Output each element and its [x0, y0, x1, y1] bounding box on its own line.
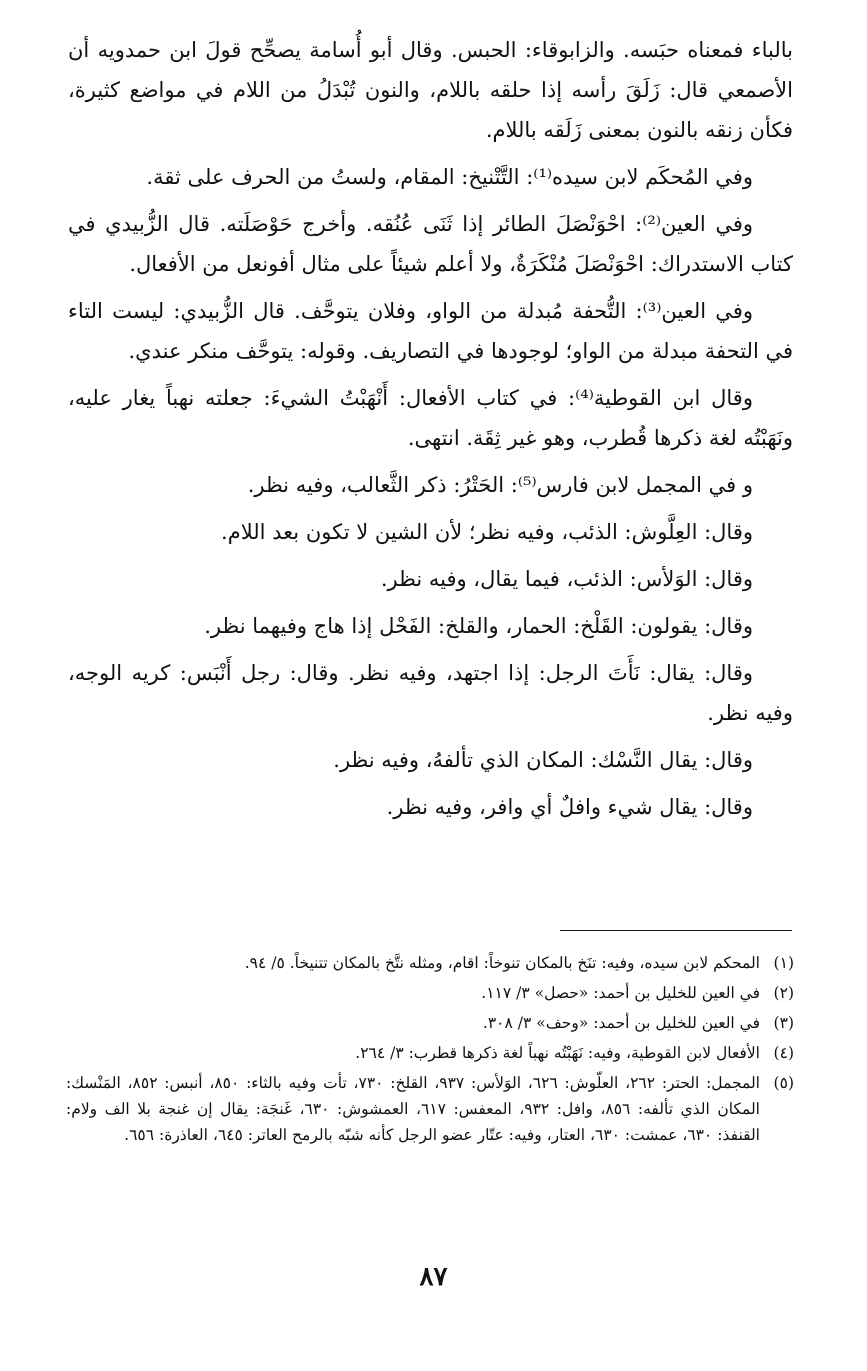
footnote-number: (٤): [773, 1044, 794, 1062]
footnote-separator: [560, 930, 792, 931]
paragraph: وقال: يقولون: القَلْخ: الحمار، والقلخ: الفَحْل إذا هاج وفيهما نظر.: [204, 614, 753, 638]
footnote-number: (٣): [773, 1014, 794, 1032]
paragraph: وقال: يقال النَّسْك: المكان الذي تألفهُ، وفيه نظر.: [333, 748, 753, 772]
footnote: [66, 950, 794, 976]
main-text: [68, 30, 793, 834]
paragraph: وقال: يقال شيء وافلٌ أي وافر، وفيه نظر.: [386, 795, 753, 819]
paragraph: وقال: يقال: نَأَتَ الرجل: إذا اجتهد، وفيه نظر. وقال: رجل أَنْبَس: كريه الوجه، وفيه نظر.: [68, 661, 793, 725]
paragraph: و في المجمل لابن فارس⁽⁵⁾: الحَتْرُ: ذكر الثَّعالب، وفيه نظر.: [247, 473, 753, 497]
footnote-text: في العين للخليل بن أحمد: «حصل» ٣/ ١١٧.: [481, 984, 760, 1002]
paragraph: وفي العين⁽²⁾: احْوَنْصَلَ الطائر إذا ثَنَى عُنُقه. وأخرج حَوْصَلَته. قال الزُّبيدي في كتاب الاستدراك: احْوَنْصَلَ مُنْكَرَةٌ، ولا أعلم شيئاً على مثال أفونعل من الأفعال.: [68, 212, 793, 276]
footnotes: [66, 950, 794, 1152]
footnote: [66, 980, 794, 1006]
footnote: [66, 1040, 794, 1066]
paragraph: وفي العين⁽³⁾: التُّحفة مُبدلة من الواو، وفلان يتوحَّف. قال الزُّبيدي: ليست التاء في التحفة مبدلة من الواو؛ لوجودها في التصاريف. وقوله: يتوحَّف منكر عندي.: [68, 299, 793, 363]
paragraph: بالباء فمعناه حبَسه. والزابوقاء: الحبس. وقال أبو أُسامة يصحِّح قولَ ابن حمدويه أن الأصمعي قال: زَلَقَ رأسه إذا حلقه باللام، والنون تُبْدَلُ من اللام في مواضع كثيرة، فكأن زنقه بالنون بمعنى زَلَقه باللام.: [68, 38, 793, 142]
footnote-text: المحكم لابن سيده، وفيه: تنَخ بالمكان تنوخاً: اقام، ومثله نتَّخ بالمكان تتنيخاً. ٥/ ٩٤.: [244, 954, 760, 972]
paragraph: وقال: العِلَّوش: الذئب، وفيه نظر؛ لأن الشين لا تكون بعد اللام.: [221, 520, 753, 544]
footnote-number: (٥): [773, 1074, 794, 1092]
footnote-number: (١): [773, 954, 794, 972]
page-number: ٨٧: [419, 1262, 448, 1292]
footnote-number: (٢): [773, 984, 794, 1002]
footnote: [66, 1070, 794, 1148]
paragraph: وفي المُحكَم لابن سيده⁽¹⁾: التَّتْنيخ: المقام، ولستُ من الحرف على ثقة.: [146, 165, 753, 189]
footnote-text: المجمل: الحتر: ٢٦٢، العلّوش: ٦٢٦، الوَلأس: ٩٣٧، القلخ: ٧٣٠، تأت وفيه بالثاء: ٨٥٠، أنبس: ٨٥٢، المَنْسك: المكان الذي تألفه: ٨٥٦، وافل: ٩٣٢، المعفس: ٦١٧، العمشوش: ٦٣٠، غَنجَة: يقال إن غنجة بلا الف ولام: القنفذ: ٦٣٠، عمشت: ٦٣٠، العتار، وفيه: عتّار عضو الرجل كأنه شبّه بالرمح العاتر: ٦٤٥، العاذرة: ٦٥٦.: [66, 1074, 760, 1144]
footnote-text: في العين للخليل بن أحمد: «وحف» ٣/ ٣٠٨.: [482, 1014, 760, 1032]
paragraph: وقال: الوَلأس: الذئب، فيما يقال، وفيه نظر.: [380, 567, 753, 591]
footnote: [66, 1010, 794, 1036]
footnote-text: الأفعال لابن القوطية، وفيه: نَهَبْتُه نهباً لغة ذكرها قطرب: ٣/ ٢٦٤.: [355, 1044, 760, 1062]
paragraph: وقال ابن القوطية⁽⁴⁾: في كتاب الأفعال: أَنْهَبْتُ الشيءَ: جعلته نهباً يغار عليه، ونَهَبْتُه لغة ذكرها قُطرب، وهو غير ثِقَة. انتهى.: [68, 386, 793, 450]
